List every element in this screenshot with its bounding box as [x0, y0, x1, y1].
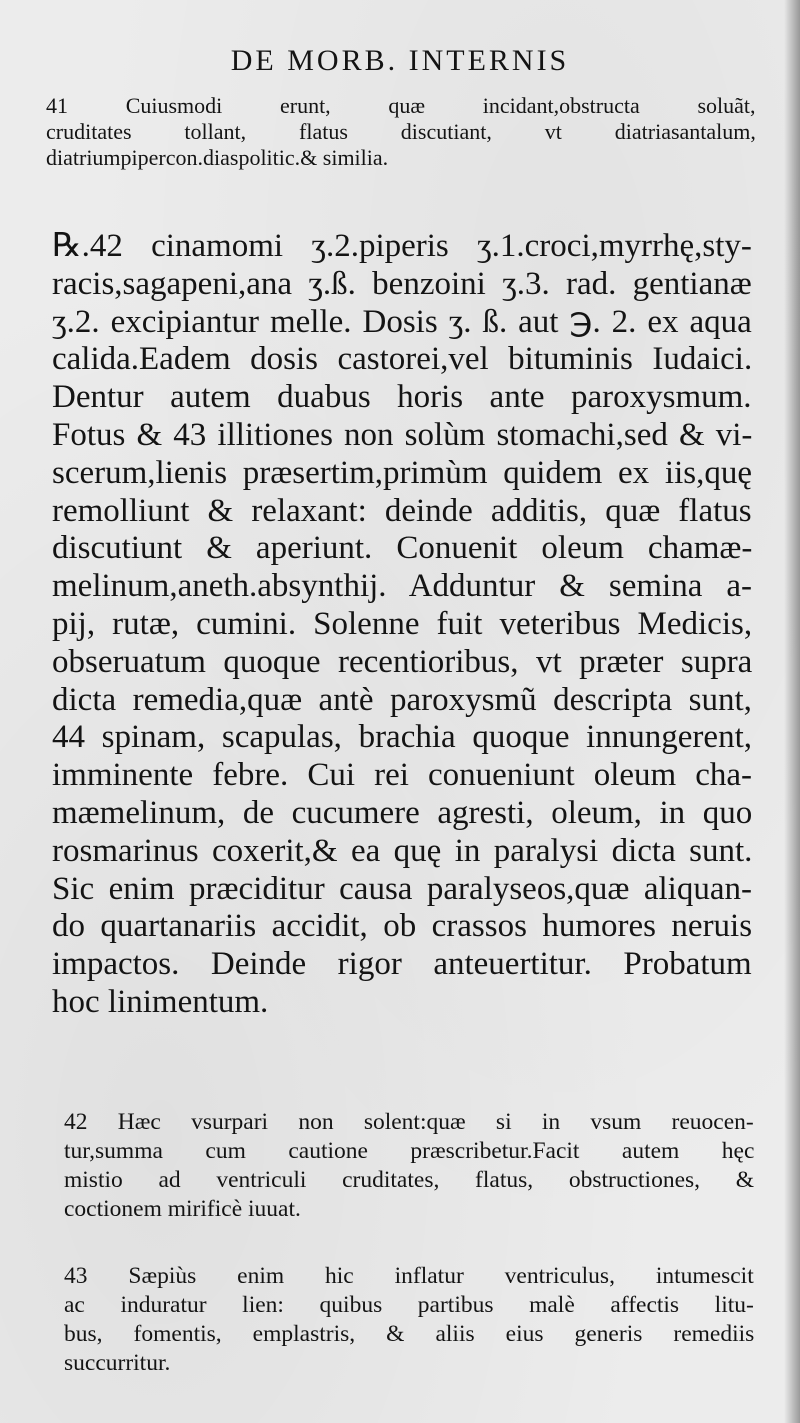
- text-line: dicta remedia,quæ antè paroxysmũ descripta sunt,: [52, 681, 752, 718]
- text-line: pij, rutæ, cumini. Solenne fuit veteribus Medicis,: [52, 605, 753, 642]
- gloss-line: 41 Cuiusmodi erunt, quæ incidant,obstructa soluãt,: [46, 93, 756, 118]
- main-text: [52, 228, 752, 1022]
- text-line: scerum,lienis præsertim,primùm quidem ex iis,quę: [52, 454, 752, 491]
- text-line: imminente febre. Cui rei conueniunt oleum cha-: [52, 757, 753, 794]
- footnote-line: bus, fomentis, emplastris, & aliis eius generis remediis: [64, 1321, 755, 1347]
- footnote-line: 43 Sæpiùs enim hic inflatur ventriculus, intumescit: [64, 1263, 754, 1289]
- footnote-line: 42 Hæc vsurpari non solent:quæ si in vsum reuocen-: [64, 1109, 754, 1135]
- text-line: hoc linimentum.: [52, 983, 269, 1020]
- text-line: obseruatum quoque recentioribus, vt præter supra: [52, 643, 753, 680]
- text-line: Fotus & 43 illitiones non solùm stomachi,sed & vi-: [52, 416, 753, 453]
- gloss-41: [46, 93, 756, 171]
- text-line: Sic enim præciditur causa paralyseos,quæ aliquan-: [52, 870, 752, 907]
- text-line: do quartanariis accidit, ob crassos humores neruis: [52, 908, 753, 945]
- text-line: discutiunt & aperiunt. Conuenit oleum chamæ-: [52, 530, 753, 567]
- text-line: mæmelinum, de cucumere agresti, oleum, in quo: [52, 794, 753, 831]
- text-line: Dentur autem duabus horis ante paroxysmum.: [52, 379, 752, 416]
- text-line: rosmarinus coxerit,& ea quę in paralysi dicta sunt.: [52, 832, 753, 869]
- text-line: ʒ.2. excipiantur melle. Dosis ʒ. ß. aut ℈. 2. ex aqua: [52, 303, 752, 340]
- text-line: remolliunt & relaxant: deinde additis, quæ flatus: [52, 492, 752, 529]
- text-line: 44 spinam, scapulas, brachia quoque innungerent,: [52, 719, 752, 756]
- footnote-line: coctionem mirificè iuuat.: [64, 1196, 301, 1222]
- text-line: melinum,aneth.absynthij. Adduntur & semina a-: [52, 568, 752, 605]
- running-header: DE MORB. INTERNIS: [230, 44, 570, 77]
- footnote-line: succurritur.: [64, 1350, 171, 1376]
- footnote-line: ac induratur lien: quibus partibus malè affectis litu-: [64, 1292, 754, 1318]
- footnote-42: [64, 1108, 754, 1224]
- footnote-line: mistio ad ventriculi cruditates, flatus, obstructiones, &: [64, 1167, 755, 1193]
- text-line: impactos. Deinde rigor anteuertitur. Probatum: [52, 946, 752, 983]
- text-line: calida.Eadem dosis castorei,vel bituminis Iudaici.: [52, 341, 753, 378]
- text-line: racis,sagapeni,ana ʒ.ß. benzoini ʒ.3. rad. gentianæ: [52, 265, 752, 302]
- gloss-line: diatriumpipercon.diaspolitic.& similia.: [46, 145, 389, 170]
- text-line: ℞.42 cinamomi ʒ.2.piperis ʒ.1.croci,myrrhę,sty-: [52, 228, 752, 264]
- page-spine-shadow: [784, 0, 800, 1423]
- footnote-line: tur,summa cum cautione præscribetur.Facit autem hęc: [64, 1138, 755, 1164]
- footnote-43: [64, 1262, 754, 1378]
- gloss-line: cruditates tollant, flatus discutiant, vt diatriasantalum,: [46, 119, 756, 144]
